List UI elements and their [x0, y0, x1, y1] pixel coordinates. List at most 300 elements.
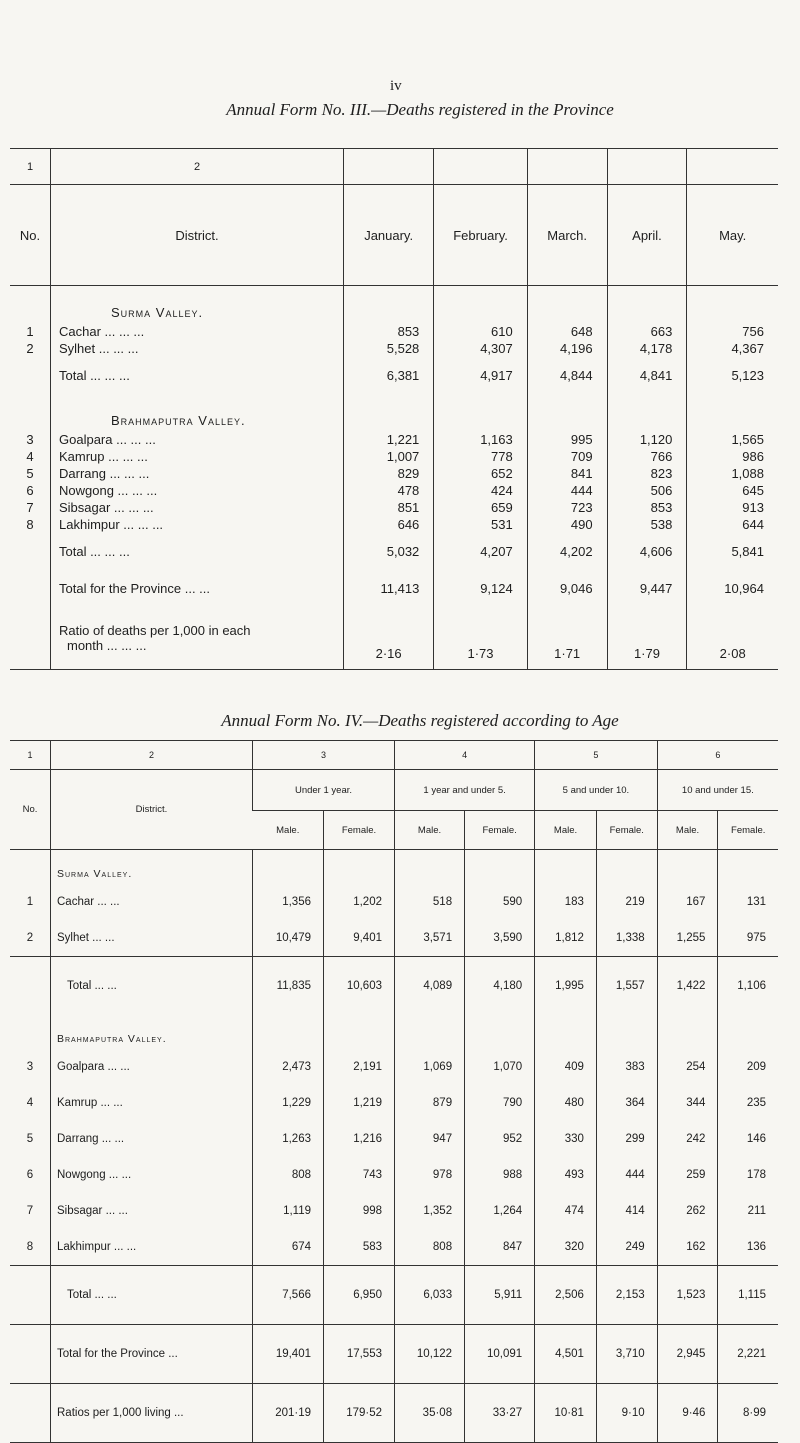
- death-count: 644: [687, 516, 778, 533]
- district-name: Cachar ... ...: [51, 884, 253, 920]
- sex-header: Female.: [596, 811, 657, 850]
- blank-cell: [344, 286, 434, 324]
- ratio-value: 9·46: [657, 1384, 718, 1443]
- district-name: Sylhet ... ... ...: [51, 340, 344, 357]
- death-count: 211: [718, 1193, 778, 1229]
- blank-cell: [253, 1015, 324, 1049]
- district-name: Cachar ... ... ...: [51, 323, 344, 340]
- death-count: 424: [434, 482, 527, 499]
- total-label: Total ... ... ...: [51, 533, 344, 570]
- death-count: 778: [434, 448, 527, 465]
- total-value: 5,123: [687, 357, 778, 394]
- death-count: 1,263: [253, 1121, 324, 1157]
- death-count: 506: [607, 482, 687, 499]
- section-row: [10, 394, 778, 431]
- total-value: 4,917: [434, 357, 527, 394]
- district-name: Goalpara ... ... ...: [51, 431, 344, 448]
- death-count: 590: [465, 884, 535, 920]
- column-index: [687, 149, 778, 185]
- death-count: 414: [596, 1193, 657, 1229]
- column-index-row: [10, 149, 778, 185]
- province-total-value: 19,401: [253, 1325, 324, 1384]
- table-row: [10, 499, 778, 516]
- province-total-row: [10, 570, 778, 607]
- death-count: 330: [535, 1121, 597, 1157]
- page-number: iv: [390, 78, 402, 94]
- blank-cell: [10, 1325, 51, 1384]
- death-count: 490: [527, 516, 607, 533]
- total-value: 4,207: [434, 533, 527, 570]
- province-total-value: 9,046: [527, 570, 607, 607]
- total-label: Total ... ... ...: [51, 357, 344, 394]
- total-value: 4,202: [527, 533, 607, 570]
- blank-cell: [10, 607, 51, 670]
- blank-cell: [10, 957, 51, 1016]
- death-count: 1,229: [253, 1085, 324, 1121]
- total-value: 6,381: [344, 357, 434, 394]
- death-count: 829: [344, 465, 434, 482]
- death-count: 610: [434, 323, 527, 340]
- blank-cell: [535, 850, 597, 885]
- total-value: 1,115: [718, 1266, 778, 1325]
- death-count: 259: [657, 1157, 718, 1193]
- death-count: 1,219: [324, 1085, 395, 1121]
- blank-cell: [253, 850, 324, 885]
- column-header: February.: [434, 185, 527, 286]
- death-count: 383: [596, 1049, 657, 1085]
- blank-cell: [657, 850, 718, 885]
- death-count: 183: [535, 884, 597, 920]
- district-name: Darrang ... ... ...: [51, 465, 344, 482]
- table-row: [10, 1085, 778, 1121]
- death-count: 167: [657, 884, 718, 920]
- blank-cell: [10, 850, 51, 885]
- row-number: 1: [26, 324, 34, 339]
- death-count: 1,202: [324, 884, 395, 920]
- death-count: 5,528: [344, 340, 434, 357]
- column-index: [527, 149, 607, 185]
- death-count: 209: [718, 1049, 778, 1085]
- column-header-district: District.: [51, 770, 253, 850]
- death-count: 478: [344, 482, 434, 499]
- ratio-label-line: Ratio of deaths per 1,000 in each: [59, 623, 251, 638]
- district-name: Nowgong ... ...: [51, 1157, 253, 1193]
- death-count: 648: [527, 323, 607, 340]
- death-count: 3,590: [465, 920, 535, 957]
- death-count: 444: [527, 482, 607, 499]
- death-count: 847: [465, 1229, 535, 1266]
- blank-cell: [395, 1015, 465, 1049]
- blank-cell: [10, 357, 51, 394]
- row-number: 4: [26, 449, 34, 464]
- death-count: 652: [434, 465, 527, 482]
- death-count: 808: [395, 1229, 465, 1266]
- form4-title: Annual Form No. IV.—Deaths registered according to Age: [221, 711, 619, 730]
- column-index: 4: [395, 741, 535, 770]
- death-count: 1,007: [344, 448, 434, 465]
- death-count: 364: [596, 1085, 657, 1121]
- column-header: District.: [51, 185, 344, 286]
- ratio-value: 10·81: [535, 1384, 597, 1443]
- death-count: 4,178: [607, 340, 687, 357]
- province-total-value: 11,413: [344, 570, 434, 607]
- death-count: 853: [344, 323, 434, 340]
- death-count: 162: [657, 1229, 718, 1266]
- row-number: 2: [26, 932, 34, 944]
- form3-title: Annual Form No. III.—Deaths registered in the Province: [226, 100, 614, 119]
- total-value: 4,844: [527, 357, 607, 394]
- total-value: 11,835: [253, 957, 324, 1016]
- blank-cell: [657, 1015, 718, 1049]
- death-count: 1,088: [687, 465, 778, 482]
- total-value: 6,033: [395, 1266, 465, 1325]
- total-value: 5,032: [344, 533, 434, 570]
- total-row: [10, 1266, 778, 1325]
- total-row: [10, 533, 778, 570]
- blank-cell: [344, 394, 434, 431]
- column-header-no: No.: [10, 770, 51, 850]
- death-count: 4,196: [527, 340, 607, 357]
- district-name: Lakhimpur ... ... ...: [51, 516, 344, 533]
- death-count: 1,070: [465, 1049, 535, 1085]
- death-count: 756: [687, 323, 778, 340]
- total-label: Total ... ...: [51, 1266, 253, 1325]
- death-count: 790: [465, 1085, 535, 1121]
- ratio-value: 1·71: [527, 607, 607, 670]
- blank-cell: [687, 394, 778, 431]
- row-number: 1: [26, 896, 34, 908]
- death-count: 299: [596, 1121, 657, 1157]
- ratio-label: Ratios per 1,000 living ...: [51, 1384, 253, 1443]
- sex-header: Male.: [253, 811, 324, 850]
- total-value: 5,841: [687, 533, 778, 570]
- blank-cell: [324, 1015, 395, 1049]
- death-count: 3,571: [395, 920, 465, 957]
- district-name: Nowgong ... ... ...: [51, 482, 344, 499]
- column-index: 6: [657, 741, 778, 770]
- district-name: Sylhet ... ...: [51, 920, 253, 957]
- province-total-label: Total for the Province ...: [51, 1325, 253, 1384]
- total-row: [10, 357, 778, 394]
- sex-header: Male.: [657, 811, 718, 850]
- table-row: [10, 1121, 778, 1157]
- blank-cell: [10, 533, 51, 570]
- blank-cell: [465, 1015, 535, 1049]
- age-group-header: Under 1 year.: [253, 770, 395, 811]
- death-count: 766: [607, 448, 687, 465]
- death-count: 646: [344, 516, 434, 533]
- death-count: 1,356: [253, 884, 324, 920]
- ratio-row: [10, 1384, 778, 1443]
- blank-cell: [10, 1015, 51, 1049]
- blank-cell: [10, 1384, 51, 1443]
- province-total-value: 10,091: [465, 1325, 535, 1384]
- death-count: 709: [527, 448, 607, 465]
- district-name: Darrang ... ...: [51, 1121, 253, 1157]
- district-name: Goalpara ... ...: [51, 1049, 253, 1085]
- section-heading: Surma Valley.: [51, 850, 253, 885]
- ratio-value: 2·16: [344, 607, 434, 670]
- table-row: [10, 1229, 778, 1266]
- death-count: 998: [324, 1193, 395, 1229]
- table-row: [10, 323, 778, 340]
- province-total-value: 17,553: [324, 1325, 395, 1384]
- row-number: 5: [26, 1133, 34, 1145]
- death-count: 1,119: [253, 1193, 324, 1229]
- province-total-value: 9,124: [434, 570, 527, 607]
- death-count: 841: [527, 465, 607, 482]
- total-label: Total ... ...: [51, 957, 253, 1016]
- death-count: 146: [718, 1121, 778, 1157]
- death-count: 131: [718, 884, 778, 920]
- total-value: 1,557: [596, 957, 657, 1016]
- ratio-value: 9·10: [596, 1384, 657, 1443]
- death-count: 2,473: [253, 1049, 324, 1085]
- death-count: 913: [687, 499, 778, 516]
- blank-cell: [596, 850, 657, 885]
- district-name: Kamrup ... ...: [51, 1085, 253, 1121]
- ratio-value: 1·73: [434, 607, 527, 670]
- ratio-value: 33·27: [465, 1384, 535, 1443]
- death-count: 474: [535, 1193, 597, 1229]
- column-index: 2: [51, 741, 253, 770]
- death-count: 1,255: [657, 920, 718, 957]
- total-value: 1,995: [535, 957, 597, 1016]
- district-name: Sibsagar ... ... ...: [51, 499, 344, 516]
- death-count: 988: [465, 1157, 535, 1193]
- blank-cell: [607, 394, 687, 431]
- section-heading: Brahmaputra Valley.: [51, 394, 344, 431]
- section-row: [10, 1015, 778, 1049]
- row-number: 7: [26, 1205, 34, 1217]
- death-count: 808: [253, 1157, 324, 1193]
- province-total-value: 9,447: [607, 570, 687, 607]
- death-count: 1,069: [395, 1049, 465, 1085]
- district-name: Sibsagar ... ...: [51, 1193, 253, 1229]
- death-count: 986: [687, 448, 778, 465]
- death-count: 1,216: [324, 1121, 395, 1157]
- column-header: No.: [10, 185, 51, 286]
- death-count: 320: [535, 1229, 597, 1266]
- blank-cell: [687, 286, 778, 324]
- blank-cell: [465, 850, 535, 885]
- table-row: [10, 516, 778, 533]
- sex-header: Male.: [395, 811, 465, 850]
- column-index: 2: [51, 149, 344, 185]
- table-row: [10, 1049, 778, 1085]
- age-group-header: 5 and under 10.: [535, 770, 657, 811]
- total-value: 6,950: [324, 1266, 395, 1325]
- column-index: 1: [10, 741, 51, 770]
- total-value: 4,606: [607, 533, 687, 570]
- row-number: 2: [26, 341, 34, 356]
- table-row: [10, 340, 778, 357]
- total-value: 5,911: [465, 1266, 535, 1325]
- death-count: 178: [718, 1157, 778, 1193]
- column-header: May.: [687, 185, 778, 286]
- death-count: 663: [607, 323, 687, 340]
- blank-cell: [718, 850, 778, 885]
- province-total-row: [10, 1325, 778, 1384]
- province-total-value: 3,710: [596, 1325, 657, 1384]
- ratio-value: 179·52: [324, 1384, 395, 1443]
- row-number: 4: [26, 1097, 34, 1109]
- total-row: [10, 957, 778, 1016]
- blank-cell: [10, 1266, 51, 1325]
- death-count: 995: [527, 431, 607, 448]
- blank-cell: [324, 850, 395, 885]
- column-header: January.: [344, 185, 434, 286]
- row-number: 3: [26, 432, 34, 447]
- death-count: 723: [527, 499, 607, 516]
- blank-cell: [10, 570, 51, 607]
- form3-table: [10, 148, 778, 670]
- death-count: 344: [657, 1085, 718, 1121]
- province-total-value: 10,122: [395, 1325, 465, 1384]
- column-index: [434, 149, 527, 185]
- section-row: [10, 850, 778, 885]
- death-count: 978: [395, 1157, 465, 1193]
- blank-cell: [535, 1015, 597, 1049]
- age-group-header: 1 year and under 5.: [395, 770, 535, 811]
- death-count: 409: [535, 1049, 597, 1085]
- age-group-row: [10, 770, 778, 811]
- blank-cell: [434, 394, 527, 431]
- column-index: [607, 149, 687, 185]
- row-number: 6: [26, 1169, 34, 1181]
- death-count: 262: [657, 1193, 718, 1229]
- total-value: 4,089: [395, 957, 465, 1016]
- death-count: 531: [434, 516, 527, 533]
- death-count: 4,307: [434, 340, 527, 357]
- district-name: Kamrup ... ... ...: [51, 448, 344, 465]
- ratio-label: [51, 607, 344, 670]
- row-number: 8: [26, 1241, 34, 1253]
- death-count: 952: [465, 1121, 535, 1157]
- death-count: 538: [607, 516, 687, 533]
- province-total-value: 10,964: [687, 570, 778, 607]
- table-row: [10, 884, 778, 920]
- death-count: 480: [535, 1085, 597, 1121]
- sex-header: Female.: [718, 811, 778, 850]
- row-number: 8: [26, 517, 34, 532]
- section-heading: Brahmaputra Valley.: [51, 1015, 253, 1049]
- district-name: Lakhimpur ... ...: [51, 1229, 253, 1266]
- total-value: 1,422: [657, 957, 718, 1016]
- total-value: 2,153: [596, 1266, 657, 1325]
- column-index: 5: [535, 741, 657, 770]
- death-count: 947: [395, 1121, 465, 1157]
- sex-header: Male.: [535, 811, 597, 850]
- death-count: 518: [395, 884, 465, 920]
- row-number: 6: [26, 483, 34, 498]
- total-value: 10,603: [324, 957, 395, 1016]
- header-row: [10, 185, 778, 286]
- form4-table: [10, 740, 778, 1443]
- ratio-value: 8·99: [718, 1384, 778, 1443]
- death-count: 674: [253, 1229, 324, 1266]
- total-value: 7,566: [253, 1266, 324, 1325]
- death-count: 9,401: [324, 920, 395, 957]
- row-number: 3: [26, 1061, 34, 1073]
- ratio-value: 35·08: [395, 1384, 465, 1443]
- row-number: 5: [26, 466, 34, 481]
- sex-header: Female.: [465, 811, 535, 850]
- death-count: 2,191: [324, 1049, 395, 1085]
- total-value: 2,506: [535, 1266, 597, 1325]
- death-count: 1,221: [344, 431, 434, 448]
- sex-header: Female.: [324, 811, 395, 850]
- column-index: [344, 149, 434, 185]
- province-total-value: 4,501: [535, 1325, 597, 1384]
- total-value: 1,106: [718, 957, 778, 1016]
- death-count: 249: [596, 1229, 657, 1266]
- age-group-header: 10 and under 15.: [657, 770, 778, 811]
- blank-cell: [607, 286, 687, 324]
- blank-cell: [10, 286, 51, 324]
- death-count: 254: [657, 1049, 718, 1085]
- death-count: 659: [434, 499, 527, 516]
- death-count: 10,479: [253, 920, 324, 957]
- death-count: 823: [607, 465, 687, 482]
- death-count: 743: [324, 1157, 395, 1193]
- ratio-value: 1·79: [607, 607, 687, 670]
- blank-cell: [596, 1015, 657, 1049]
- death-count: 1,352: [395, 1193, 465, 1229]
- death-count: 235: [718, 1085, 778, 1121]
- total-value: 4,180: [465, 957, 535, 1016]
- death-count: 645: [687, 482, 778, 499]
- column-header: April.: [607, 185, 687, 286]
- total-value: 1,523: [657, 1266, 718, 1325]
- table-row: [10, 482, 778, 499]
- death-count: 444: [596, 1157, 657, 1193]
- death-count: 1,163: [434, 431, 527, 448]
- column-index: 3: [253, 741, 395, 770]
- table-row: [10, 431, 778, 448]
- province-total-value: 2,945: [657, 1325, 718, 1384]
- death-count: 136: [718, 1229, 778, 1266]
- table-row: [10, 1193, 778, 1229]
- province-total-value: 2,221: [718, 1325, 778, 1384]
- table-row: [10, 465, 778, 482]
- death-count: 1,120: [607, 431, 687, 448]
- ratio-label-line: month ... ... ...: [67, 638, 147, 653]
- death-count: 1,565: [687, 431, 778, 448]
- ratio-value: 201·19: [253, 1384, 324, 1443]
- death-count: 975: [718, 920, 778, 957]
- total-value: 4,841: [607, 357, 687, 394]
- death-count: 493: [535, 1157, 597, 1193]
- death-count: 4,367: [687, 340, 778, 357]
- table-row: [10, 920, 778, 957]
- blank-cell: [10, 394, 51, 431]
- death-count: 219: [596, 884, 657, 920]
- table-row: [10, 448, 778, 465]
- blank-cell: [395, 850, 465, 885]
- section-row: [10, 286, 778, 324]
- death-count: 851: [344, 499, 434, 516]
- table-row: [10, 1157, 778, 1193]
- column-index: 1: [10, 149, 51, 185]
- blank-cell: [527, 286, 607, 324]
- death-count: 879: [395, 1085, 465, 1121]
- death-count: 1,264: [465, 1193, 535, 1229]
- row-number: 7: [26, 500, 34, 515]
- blank-cell: [434, 286, 527, 324]
- column-index-row: [10, 741, 778, 770]
- blank-cell: [527, 394, 607, 431]
